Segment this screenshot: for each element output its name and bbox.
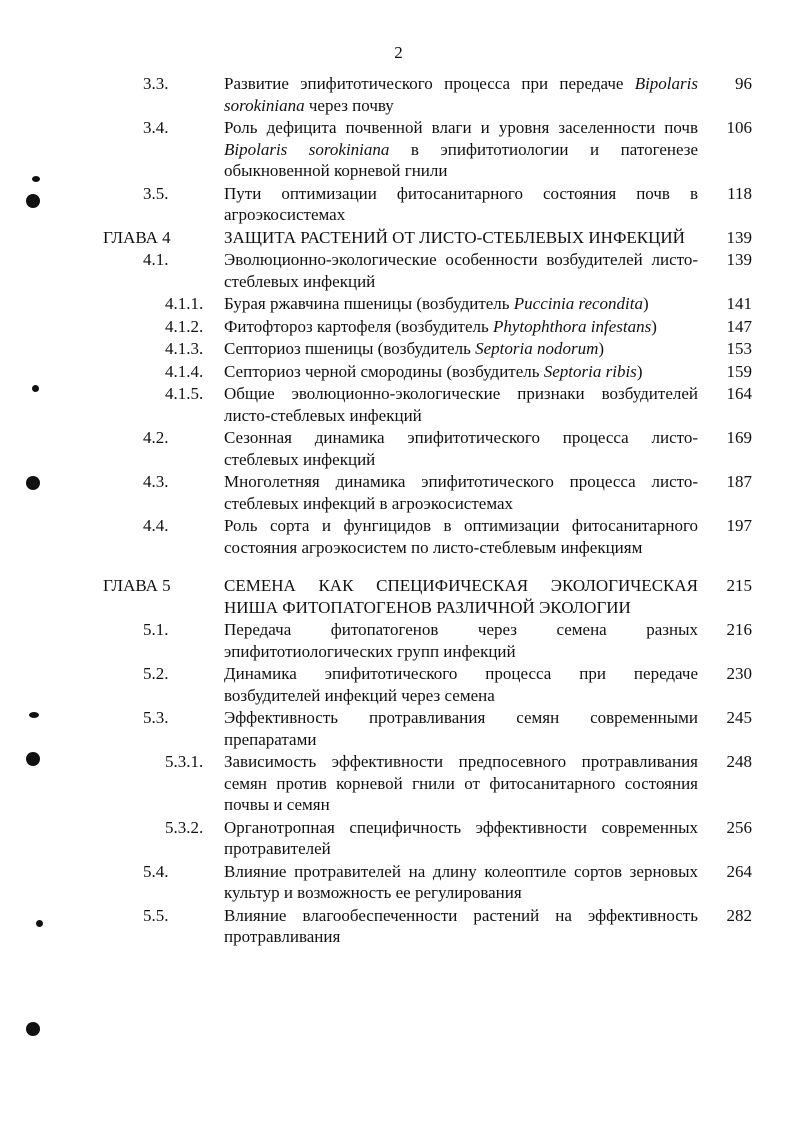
punch-hole	[26, 194, 40, 208]
toc-entry-page: 141	[726, 294, 752, 313]
toc-entry-number: 5.4.	[143, 861, 169, 881]
toc-entry-page: 256	[726, 817, 752, 837]
toc-entry	[0, 619, 797, 662]
toc-entry-page: 153	[726, 339, 752, 358]
toc-entry-page: 216	[726, 620, 752, 639]
toc-entry-number: 5.5.	[143, 905, 169, 925]
toc-entry-title: Эффективность протравливания семян современными препаратами	[224, 708, 698, 749]
toc-entry-page: 264	[726, 861, 752, 881]
toc-entry-title: Влияние влагообеспеченности растений на эффективность протравливания	[224, 905, 698, 946]
speck	[36, 920, 43, 927]
toc-entry	[0, 751, 797, 816]
toc-entry	[0, 707, 797, 750]
toc-entry-page: 230	[726, 664, 752, 683]
toc-entry-number: 5.3.1.	[165, 752, 204, 771]
toc-entry-number: ГЛАВА 5	[103, 576, 171, 595]
speck	[32, 385, 39, 392]
toc-entry-title: Передача фитопатогенов через семена разных эпифитотиологических групп инфекций	[224, 620, 698, 661]
toc-entry-title: Фитофтороз картофеля (возбудитель Phytophthora infestans)	[224, 316, 657, 336]
punch-hole	[26, 476, 40, 490]
toc-entry	[0, 663, 797, 706]
toc-entry-title: Септориоз пшеницы (возбудитель Septoria nodorum)	[224, 339, 605, 358]
section-gap	[0, 559, 797, 575]
speck	[29, 712, 39, 718]
toc-entry	[0, 249, 797, 292]
toc-entry-number: 4.1.2.	[165, 316, 204, 336]
toc-entry-page: 248	[726, 752, 752, 771]
toc-entry-number: 5.3.2.	[165, 817, 204, 837]
speck	[32, 176, 40, 182]
toc-entry	[0, 117, 797, 182]
toc-entry-page: 282	[726, 905, 752, 925]
toc-entry-title: Влияние протравителей на длину колеоптиле сортов зерновых культур и возможность ее регулирования	[224, 861, 698, 902]
toc-entry	[0, 861, 797, 904]
toc-entry	[0, 338, 797, 360]
toc-entry	[0, 383, 797, 426]
species-name: Septoria nodorum	[475, 339, 599, 358]
species-name: Septoria ribis	[543, 361, 637, 381]
toc-entry-title: Септориоз черной смородины (возбудитель Septoria ribis)	[224, 361, 643, 381]
toc-entry-title: Бурая ржавчина пшеницы (возбудитель Puccinia recondita)	[224, 294, 649, 313]
toc-entry	[0, 427, 797, 470]
toc-entry-number: 4.1.3.	[165, 339, 204, 358]
toc-entry-page: 147	[726, 316, 752, 336]
toc-entry-title: Роль дефицита почвенной влаги и уровня заселенности почв Bipolaris sorokiniana в эпифитотиологии и патогенезе обыкновенной корневой гнили	[224, 118, 698, 180]
toc-entry	[0, 905, 797, 948]
toc-entry-title: Органотропная специфичность эффективности современных протравителей	[224, 817, 698, 858]
toc-entry-number: 5.3.	[143, 708, 169, 727]
toc-entry-title: Роль сорта и фунгицидов в оптимизации фитосанитарного состояния агроэкосистем по листо-стеблевым инфекциям	[224, 516, 698, 557]
toc-entry-number: 5.1.	[143, 620, 169, 639]
toc-entry-number: 4.4.	[143, 516, 169, 535]
toc-entry-page: 164	[726, 384, 752, 403]
toc-entry-title: Многолетняя динамика эпифитотического процесса листо-стеблевых инфекций в агроэкосистемах	[224, 472, 698, 513]
species-name: Bipolaris sorokiniana	[224, 139, 390, 159]
toc-entry-number: 3.4.	[143, 118, 169, 137]
toc-entry-page: 118	[727, 183, 752, 203]
toc-entry-page: 187	[726, 472, 752, 491]
toc-entry	[0, 293, 797, 315]
toc-entry-number: 4.3.	[143, 472, 169, 491]
toc-entry	[0, 817, 797, 860]
toc-entry-number: ГЛАВА 4	[103, 227, 171, 247]
toc-entry-page: 197	[726, 516, 752, 535]
toc-entry-page: 139	[726, 250, 752, 269]
species-name: Puccinia recondita	[513, 294, 643, 313]
toc-entry-number: 4.1.	[143, 250, 169, 269]
toc-entry-page: 139	[726, 227, 752, 247]
toc-entry-title: Сезонная динамика эпифитотического процесса листо-стеблевых инфекций	[224, 428, 698, 469]
punch-hole	[26, 752, 40, 766]
toc-entry-number: 4.1.1.	[165, 294, 204, 313]
species-name: Bipolaris sorokiniana	[224, 74, 698, 115]
toc-entry-page: 245	[726, 708, 752, 727]
toc-entry-title: Динамика эпифитотического процесса при передаче возбудителей инфекций через семена	[224, 664, 698, 705]
toc-entry-title: СЕМЕНА КАК СПЕЦИФИЧЕСКАЯ ЭКОЛОГИЧЕСКАЯ НИША ФИТОПАТОГЕНОВ РАЗЛИЧНОЙ ЭКОЛОГИИ	[224, 576, 698, 617]
toc-entry-title: Эволюционно-экологические особенности возбудителей листо-стеблевых инфекций	[224, 250, 698, 291]
toc-entry-title: Пути оптимизации фитосанитарного состояния почв в агроэкосистемах	[224, 183, 698, 224]
toc-entry	[0, 361, 797, 383]
toc-entry-page: 106	[726, 118, 752, 137]
toc-entry-number: 4.1.5.	[165, 384, 204, 403]
toc-entry-title: Общие эволюционно-экологические признаки возбудителей листо-стеблевых инфекций	[224, 384, 698, 425]
toc-entry	[0, 183, 797, 226]
toc-entry-number: 3.3.	[143, 74, 169, 93]
toc-entry-number: 3.5.	[143, 183, 169, 203]
punch-hole	[26, 1022, 40, 1036]
toc-entry-page: 159	[726, 361, 752, 381]
toc-entry	[0, 316, 797, 338]
toc-entry-number: 4.1.4.	[165, 361, 204, 381]
species-name: Phytophthora infestans	[493, 316, 652, 336]
toc-chapter	[0, 227, 797, 249]
toc-entry-number: 4.2.	[143, 428, 169, 447]
table-of-contents	[0, 73, 797, 949]
toc-entry	[0, 515, 797, 558]
toc-chapter	[0, 575, 797, 618]
toc-entry	[0, 471, 797, 514]
toc-entry-title: Развитие эпифитотического процесса при передаче Bipolaris sorokiniana через почву	[224, 74, 698, 115]
toc-entry-page: 215	[726, 576, 752, 595]
toc-entry-page: 169	[726, 428, 752, 447]
toc-entry-number: 5.2.	[143, 664, 169, 683]
toc-entry-page: 96	[735, 74, 752, 93]
toc-entry	[0, 73, 797, 116]
toc-entry-title: ЗАЩИТА РАСТЕНИЙ ОТ ЛИСТО-СТЕБЛЕВЫХ ИНФЕКЦИЙ	[224, 227, 685, 247]
toc-entry-title: Зависимость эффективности предпосевного протравливания семян против корневой гнили от фитосанитарного состояния почвы и семян	[224, 752, 698, 814]
page-number: 2	[394, 43, 403, 62]
